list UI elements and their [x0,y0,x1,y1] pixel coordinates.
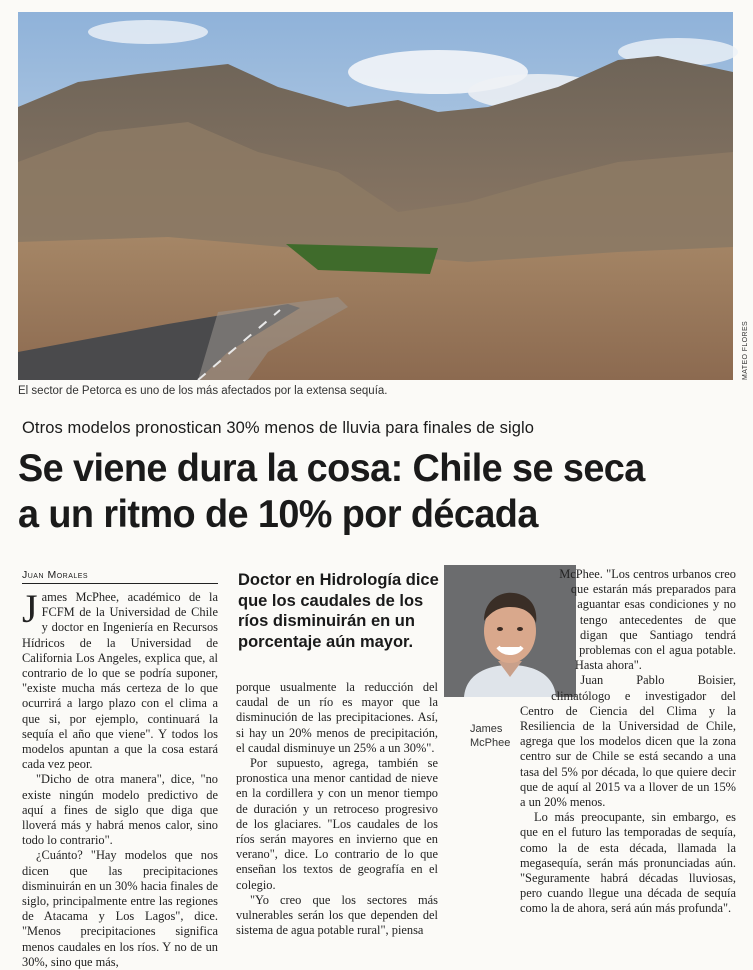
headline-line-2: a un ritmo de 10% por década [18,493,538,536]
paragraph: Lo más preocupante, sin embargo, es que en el futuro las temporadas de sequía, como la de esta década, llamada la megasequía, serán más pronunciadas aún. "Seguramente habrá décadas lluviosas, pero cuando llegue una década de sequía como la de ahora, será aún más profunda". [520,810,736,916]
byline: Juan Morales [22,569,218,584]
article-headline [18,446,716,538]
photo-credit [731,300,749,380]
text-column-2 [236,680,438,938]
headline-line-1: Se viene dura la cosa: Chile se seca [18,447,645,490]
paragraph: "Dicho de otra manera", dice, "no existe ningún modelo predictivo de aquí a fines de siglo que diga que lloverá más y habrá menos calor, sino todo lo contrario". [22,772,218,848]
paragraph-text: ames McPhee, académico de la FCFM de la Universidad de Chile y doctor en Ingeniería en Recursos Hídricos de la Universidad de California Los Angeles, explica que, al contrario de lo que se podría suponer, "existe mucha más certeza de lo que ocurrirá a largo plazo con el clima a que si, por ejemplo, continuará la sequía el año que viene". Y todos los modelos apuntan a que la cosa estará cada vez peor. [22,590,218,772]
paragraph: Juan Pablo Boisier, climatólogo e investigador del Centro de Ciencia del Clima y la Resiliencia de la Universidad de Chile, agrega que los modelos dicen que la zona centro sur de Chile se está secando a una tasa del 5% por década, lo que quiere decir que de aquí al 2015 va a llover de un 15% a un 20% menos. [520,673,736,810]
text-column-3 [520,567,736,917]
paragraph: Por supuesto, agrega, también se pronostica una menor cantidad de nieve en la cordillera y con un menor tiempo de duración y un retroceso progresivo de los glaciares. "Los caudales de los ríos serán mayores en invierno que en verano", dice. Lo contrario de lo que enseñan los textos de geografía en el colegio. [236,756,438,892]
article-kicker: Otros modelos pronostican 30% menos de lluvia para finales de siglo [22,419,535,437]
text-column-1 [22,586,218,970]
portrait-caption: James McPhee [470,723,511,749]
paragraph: ¿Cuánto? "Hay modelos que nos dicen que las precipitaciones disminuirán en un 30% hacia finales de siglo, principalmente entre las regiones de Atacama y Los Lagos", dice. "Menos precipitaciones significa menos caudales en los ríos. Y no de un 30%, sino que más, [22,848,218,969]
paragraph [22,586,218,772]
photo-credit-text: MATEO FLORES [742,320,749,380]
drop-cap: J [22,586,38,631]
paragraph: McPhee. "Los centros urbanos creo que estarán más preparados para aguantar esas condiciones y no tengo antecedentes de que digan que Santiago tendrá problemas con el agua potable. Hasta ahora". [559,567,736,673]
paragraph: "Yo creo que los sectores más vulnerables serán los que dependen del sistema de agua potable rural", piensa [236,892,438,938]
pull-quote: Doctor en Hidrología dice que los caudales de los ríos disminuirán en un porcentaje aún mayor. [238,571,439,651]
photo-caption: El sector de Petorca es uno de los más afectados por la extensa sequía. [18,385,388,397]
paragraph: porque usualmente la reducción del caudal de un río es mayor que la disminución de las precipitaciones. Así, si hay un 20% menos de precipitación, el caudal disminuye un 25% a un 30%". [236,680,438,755]
landscape-photo [18,12,733,380]
mountain-landscape-image [18,12,733,380]
